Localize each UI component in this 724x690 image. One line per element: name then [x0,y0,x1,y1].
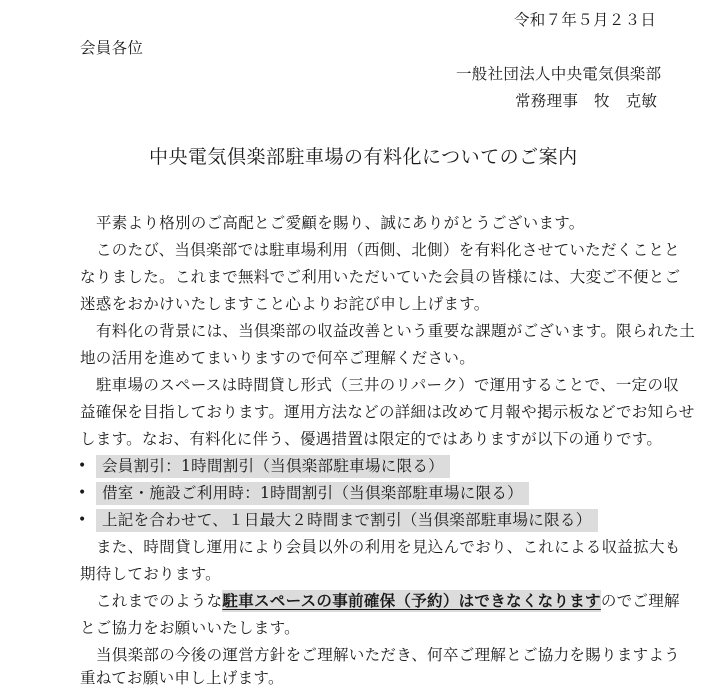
document-title: 中央電気倶楽部駐車場の有料化についてのご案内 [149,146,578,168]
paragraph-line [96,591,680,611]
text-run: のでご理解 [600,592,680,610]
paragraph-line: 益確保を目指しております。運用方法などの詳細は改めて月報や掲示板などでお知らせ [80,403,695,421]
paragraph-line: 有料化の背景には、当倶楽部の収益改善という重要な課題がございます。限られた土 [96,322,696,340]
list-item [96,510,598,530]
paragraph-line: このたび、当倶楽部では駐車場利用（西側、北側）を有料化させていただくことと [96,241,680,259]
recipient-line: 会員各位 [80,39,144,57]
organization-name: 一般社団法人中央電気倶楽部 [456,65,662,83]
bullet-marker: • [78,458,87,474]
paragraph-line: 駐車場のスペースは時間貸し形式（三井のリパーク）で運用することで、一定の収 [96,376,680,394]
list-item-text: 借室・施設ご利用時：1時間割引（当倶楽部駐車場に限る） [96,482,529,505]
paragraph-line: 当倶楽部の今後の運営方針をご理解いただき、何卒ご理解とご協力を賜りますよう [96,646,680,664]
bullet-marker: • [78,512,87,528]
bullet-marker: • [78,485,87,501]
paragraph-line: 地の活用を進めてまいりますので何卒ご理解ください。 [80,349,476,367]
paragraph-line: 重ねてお願い申し上げます。 [80,669,284,687]
list-item [96,483,529,503]
paragraph-greeting: 平素より格別のご高配とご愛顧を賜り、誠にありがとうございます。 [96,214,585,232]
list-item-text: 上記を合わせて、１日最大２時間まで割引（当倶楽部駐車場に限る） [96,509,598,532]
paragraph-line: また、時間貸し運用により会員以外の利用を見込んでおり、これによる収益拡大も [96,538,681,556]
paragraph-line: とご協力をお願いいたします。 [80,619,300,637]
list-item-text: 会員割引：1時間割引（当倶楽部駐車場に限る） [96,455,450,478]
document-date: 令和７年５月２３日 [514,11,657,29]
paragraph-line: します。なお、有料化に伴う、優遇措置は限定的ではありますが以下の通りです。 [80,430,663,448]
paragraph-line: 期待しております。 [80,565,221,583]
list-item [96,456,450,476]
paragraph-line: なりました。これまで無料でご利用いただいていた会員の皆様には、大変ご不便とご [80,268,681,286]
signer-name: 常務理事 牧 克敏 [515,92,658,110]
text-run: これまでのような [96,592,223,610]
emphasized-notice: 駐車スペースの事前確保（予約）はできなくなります [222,591,601,610]
paragraph-line: 迷惑をおかけいたしますこと心よりお詫び申し上げます。 [80,295,490,313]
